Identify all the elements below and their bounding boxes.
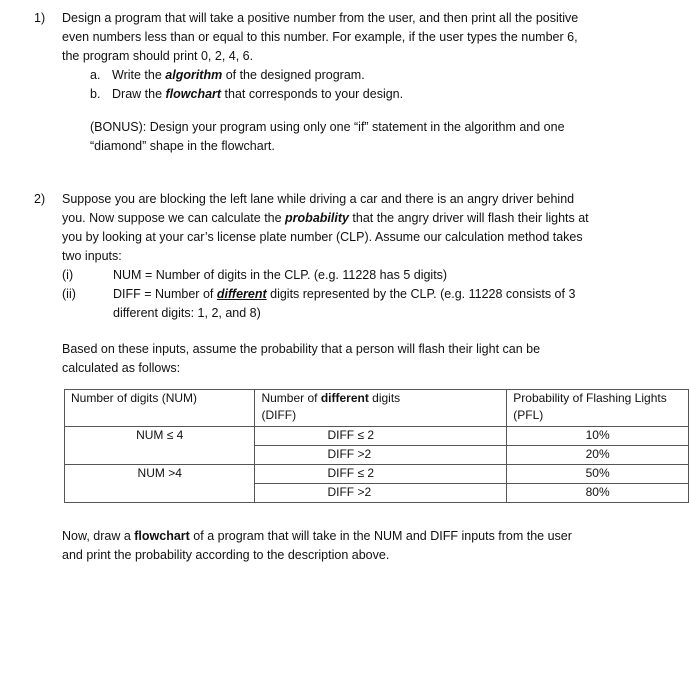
q2-final-line-2: and print the probability according to the description above. <box>62 548 390 562</box>
q2-input-ii-text <box>113 285 575 303</box>
q1-line-3: the program should print 0, 2, 4, 6. <box>62 49 254 63</box>
q2-final-pre: Now, draw a <box>62 529 135 543</box>
q2-input-i-text: NUM = Number of digits in the CLP. (e.g. 11228 has 5 digits) <box>113 268 448 282</box>
q1-line-1: Design a program that will take a positive number from the user, and then print all the positive <box>62 11 579 25</box>
header-diff <box>255 390 507 427</box>
q2-final-line-1 <box>62 527 572 545</box>
q1-b-pre: Draw the <box>112 87 166 101</box>
pfl-cell: 10% <box>507 427 689 446</box>
header-pfl-line-2: (PFL) <box>513 408 544 422</box>
question-1-number: 1) <box>34 11 46 25</box>
q2-input-i-marker: (i) <box>62 268 74 282</box>
header-diff-post: digits <box>368 391 401 405</box>
q2-based-line-2: calculated as follows: <box>62 361 181 375</box>
q2-line-4: two inputs: <box>62 249 122 263</box>
header-diff-line-2: (DIFF) <box>261 408 297 422</box>
q2-probability-emphasis: probability <box>285 211 349 225</box>
q1-line-2: even numbers less than or equal to this number. For example, if the user types the number 6, <box>62 30 578 44</box>
table-header-row <box>65 390 689 427</box>
probability-table <box>64 389 689 503</box>
pfl-cell: 50% <box>507 465 689 484</box>
diff-cell: DIFF ≤ 2 <box>255 465 507 484</box>
q1-a-text <box>112 66 365 84</box>
diff-cell: DIFF >2 <box>255 446 507 465</box>
diff-cell: DIFF >2 <box>255 484 507 503</box>
q2-line-3: you by looking at your car’s license plate number (CLP). Assume our calculation method takes <box>62 230 583 244</box>
header-diff-bold: different <box>320 391 369 405</box>
table-row <box>65 465 689 484</box>
header-pfl-line-1: Probability of Flashing Lights <box>513 391 667 405</box>
q2-input-ii-marker: (ii) <box>62 287 76 301</box>
q2-different-emphasis: different <box>216 287 267 301</box>
q2-input-ii-post: digits represented by the CLP. (e.g. 11228 consists of 3 <box>266 287 576 301</box>
q1-bonus-line-1: (BONUS): Design your program using only one “if” statement in the algorithm and one <box>90 120 565 134</box>
q2-flowchart-bold: flowchart <box>134 529 190 543</box>
q2-line-2-post: that the angry driver will flash their lights at <box>348 211 589 225</box>
q1-a-post: of the designed program. <box>222 68 365 82</box>
q1-b-emphasis: flowchart <box>165 87 222 101</box>
q2-input-ii-pre: DIFF = Number of <box>113 287 217 301</box>
q1-a-pre: Write the <box>112 68 166 82</box>
q1-b-text <box>112 85 403 103</box>
header-num: Number of digits (NUM) <box>65 390 255 427</box>
num-cell: NUM ≤ 4 <box>65 427 255 465</box>
q2-line-1: Suppose you are blocking the left lane while driving a car and there is an angry driver behind <box>62 192 575 206</box>
diff-cell: DIFF ≤ 2 <box>255 427 507 446</box>
q1-b-marker: b. <box>90 87 101 101</box>
q2-line-2-pre: you. Now suppose we can calculate the <box>62 211 286 225</box>
q1-b-post: that corresponds to your design. <box>221 87 404 101</box>
header-pfl <box>507 390 689 427</box>
q2-line-2 <box>62 209 589 227</box>
q1-a-marker: a. <box>90 68 101 82</box>
question-2-number: 2) <box>34 192 46 206</box>
q2-input-ii-line-2: different digits: 1, 2, and 8) <box>113 306 261 320</box>
pfl-cell: 20% <box>507 446 689 465</box>
q2-final-post: of a program that will take in the NUM and DIFF inputs from the user <box>189 529 572 543</box>
q1-a-emphasis: algorithm <box>165 68 223 82</box>
num-cell: NUM >4 <box>65 465 255 503</box>
q1-bonus-line-2: “diamond” shape in the flowchart. <box>90 139 275 153</box>
table-row <box>65 427 689 446</box>
pfl-cell: 80% <box>507 484 689 503</box>
header-diff-pre: Number of <box>261 391 321 405</box>
q2-based-line-1: Based on these inputs, assume the probability that a person will flash their light can be <box>62 342 541 356</box>
